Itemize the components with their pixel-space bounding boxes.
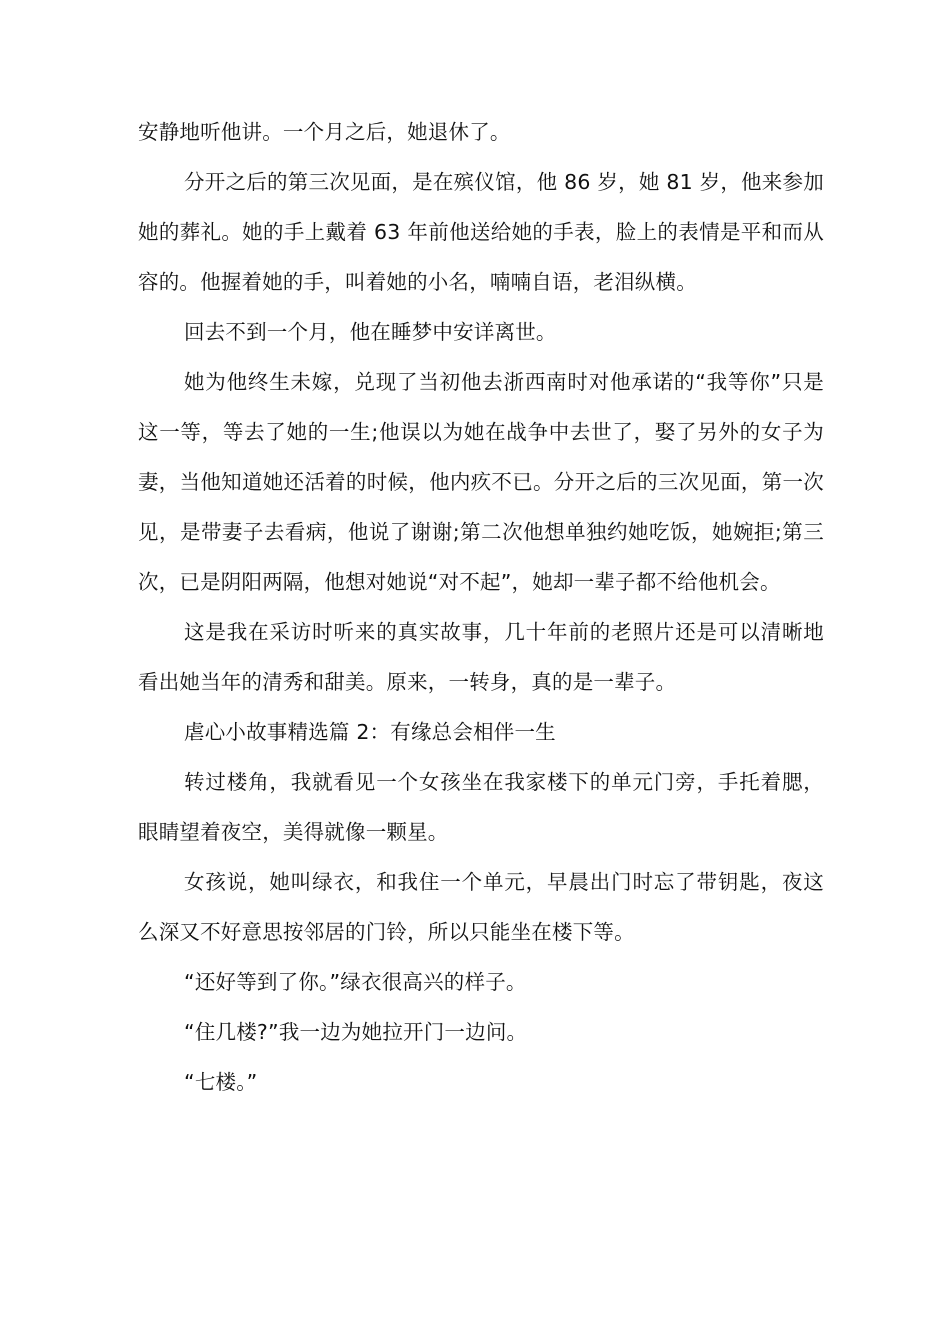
paragraph: 分开之后的第三次见面，是在殡仪馆，他 86 岁，她 81 岁，他来参加她的葬礼。她的手上戴着 63 年前他送给她的手表，脸上的表情是平和而从容的。他握着她的手，叫着她的小名，喃喃自语，老泪纵横。 — [138, 170, 824, 294]
paragraph: 这是我在采访时听来的真实故事，几十年前的老照片还是可以清晰地看出她当年的清秀和甜美。原来，一转身，真的是一辈子。 — [138, 620, 824, 694]
section-heading: 虐心小故事精选篇 2：有缘总会相伴一生 — [184, 720, 556, 744]
document-body — [138, 107, 824, 1107]
dialogue-line: “还好等到了你。”绿衣很高兴的样子。 — [184, 970, 527, 994]
dialogue-line: “住几楼?”我一边为她拉开门一边问。 — [184, 1020, 528, 1044]
paragraph: 安静地听他讲。一个月之后，她退休了。 — [138, 120, 511, 144]
paragraph: 女孩说，她叫绿衣，和我住一个单元，早晨出门时忘了带钥匙，夜这么深又不好意思按邻居的门铃，所以只能坐在楼下等。 — [138, 870, 824, 944]
paragraph: 转过楼角，我就看见一个女孩坐在我家楼下的单元门旁，手托着腮，眼睛望着夜空，美得就像一颗星。 — [138, 770, 824, 844]
dialogue-line: “七楼。” — [184, 1070, 258, 1094]
paragraph: 她为他终生未嫁，兑现了当初他去浙西南时对他承诺的“我等你”只是这一等，等去了她的一生;他误以为她在战争中去世了，娶了另外的女子为妻，当他知道她还活着的时候，他内疚不已。分开之后的三次见面，第一次见，是带妻子去看病，他说了谢谢;第二次他想单独约她吃饭，她婉拒;第三次，已是阴阳两隔，他想对她说“对不起”，她却一辈子都不给他机会。 — [138, 370, 824, 594]
paragraph: 回去不到一个月，他在睡梦中安详离世。 — [184, 320, 557, 344]
